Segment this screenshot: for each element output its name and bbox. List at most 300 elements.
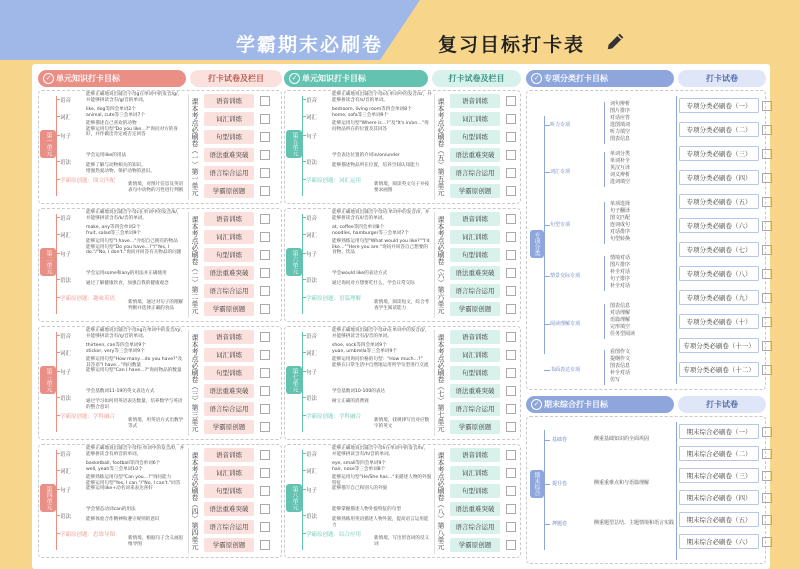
category-label: 词汇 (60, 351, 72, 357)
knowledge-desc: make, any等四会单词2个 fruit, salad等三会单词9个 (86, 225, 142, 236)
checkin-box[interactable] (260, 540, 270, 550)
checkin-box[interactable] (506, 332, 516, 342)
special-paper-box[interactable] (762, 173, 772, 183)
checkin-box[interactable] (260, 132, 270, 142)
paper-title-vertical: 课本考点必刷卷（四）第四单元 (191, 452, 199, 550)
checkin-button[interactable]: 语音训练 (204, 448, 254, 462)
category-tick (56, 335, 60, 336)
category-label: 词汇 (306, 233, 318, 239)
checkin-button[interactable]: 学霸原创题 (450, 420, 500, 434)
knowledge-desc: like, dog等四会单词2个 animal, cute等三会单词7个 (86, 107, 146, 118)
category-tick (302, 99, 306, 100)
checkin-button[interactable]: 语法重难突破 (204, 502, 254, 516)
category-tick (56, 397, 60, 398)
checkin-button[interactable]: 学霸原创题 (204, 538, 254, 552)
category-tick (56, 515, 60, 516)
category-label: 学霸原创题：趣味英语 (60, 296, 116, 302)
group-item: 图文匹配 (610, 215, 631, 221)
special-paper-button[interactable]: 专项分类必刷卷（五） (679, 194, 759, 209)
checkin-button[interactable]: 语言综合运用 (450, 402, 500, 416)
divider (188, 94, 189, 200)
checkin-box[interactable] (506, 350, 516, 360)
special-paper-box[interactable] (762, 221, 772, 231)
category-label: 学霸原创题：语篇理解 (306, 296, 362, 302)
category-label: 语法 (306, 278, 318, 284)
group-bracket (604, 256, 605, 291)
checkin-box[interactable] (506, 540, 516, 550)
special-paper-button[interactable]: 专项分类必刷卷（二） (679, 122, 759, 137)
checkin-box[interactable] (506, 96, 516, 106)
checkin-box[interactable] (506, 468, 516, 478)
special-paper-box[interactable] (762, 317, 772, 327)
special-header: ✓ 专项分类打卡目标 (526, 70, 674, 87)
checkin-box[interactable] (506, 250, 516, 260)
special-paper-button[interactable]: 专项分类必刷卷（十一） (679, 338, 759, 353)
checkin-button[interactable]: 语法重难突破 (450, 148, 500, 162)
final-paper-box[interactable] (762, 449, 772, 459)
knowledge-desc: 新情境，阅读短文，综合考查学生阅读能力 (374, 300, 430, 311)
checkin-button[interactable]: 语法重难突破 (204, 266, 254, 280)
group-item: 图表信息 (610, 363, 631, 369)
final-paper-button[interactable]: 期末综合必刷卷（二） (679, 446, 759, 461)
knowledge-desc: bedroom, living room等四会单词8个 home, sofa等三会单词9个 (332, 107, 412, 118)
checkin-button[interactable]: 语法重难突破 (450, 266, 500, 280)
knowledge-desc: 能够熟练运用句型"What would you like?""I'd like…""Here you are."询问并回答自己想要的食物、饮品 (332, 239, 431, 256)
checkin-box[interactable] (260, 232, 270, 242)
group-item: 连词成句 (610, 222, 631, 228)
unit-label: 第五单元 (286, 130, 302, 158)
special-paper-box[interactable] (762, 149, 772, 159)
checkin-button[interactable]: 语音训练 (204, 330, 254, 344)
checkin-box[interactable] (506, 386, 516, 396)
checkin-box[interactable] (506, 304, 516, 314)
knowledge-desc: 能够运用句型"Where is…?"及"It's in/on…"询问物品所在的位置及其回答 (332, 121, 429, 132)
category-label: 语音 (60, 334, 72, 340)
checkin-box[interactable] (260, 168, 270, 178)
group-name: 阅读理解专项 (550, 320, 581, 327)
category-label: 句子 (306, 488, 318, 494)
checkin-box[interactable] (260, 522, 270, 532)
checkin-button[interactable]: 语法重难突破 (450, 502, 500, 516)
category-tick (302, 335, 306, 336)
category-tick (302, 217, 306, 218)
category-tick (302, 397, 306, 398)
final-tick (544, 440, 550, 441)
checkin-box[interactable] (260, 96, 270, 106)
group-bracket (604, 102, 605, 144)
final-checkin-header: 打卡试卷 (678, 396, 766, 413)
knowledge-desc: 新情境，对图片信息及英语表句中动物的习性进行判断 (128, 182, 184, 193)
checkin-button[interactable]: 学霸原创题 (204, 420, 254, 434)
group-item: 单词补全 (610, 158, 631, 164)
group-item: 图片排序 (610, 262, 631, 268)
category-label: 词汇 (306, 351, 318, 357)
checkin-button[interactable]: 词汇训练 (204, 466, 254, 480)
paper-sheet (32, 64, 770, 569)
paper-title-vertical: 课本考点必刷卷（二）第二单元 (191, 216, 199, 314)
category-label: 语音 (60, 452, 72, 458)
checkin-button[interactable]: 语音训练 (450, 330, 500, 344)
left-header-checkin: 打卡试卷及栏目 (190, 70, 282, 87)
checkin-button[interactable]: 语言综合运用 (204, 520, 254, 534)
final-paper-button[interactable]: 期末综合必刷卷（五） (679, 512, 759, 527)
category-label: 句子 (60, 370, 72, 376)
group-item: 看图作文 (610, 349, 631, 355)
checkin-box[interactable] (260, 504, 270, 514)
category-label: 词汇 (60, 469, 72, 475)
category-tick (302, 453, 306, 454)
checkin-box[interactable] (506, 232, 516, 242)
category-label: 句子 (60, 134, 72, 140)
checkin-button[interactable]: 词汇训练 (450, 466, 500, 480)
divider (434, 330, 435, 436)
checkin-box[interactable] (506, 114, 516, 124)
group-item: 情境对话 (610, 255, 631, 261)
category-label: 学霸原创题：图文匹配 (60, 178, 116, 184)
checkin-box[interactable] (260, 250, 270, 260)
checkin-button[interactable]: 语音训练 (450, 212, 500, 226)
checkin-button[interactable]: 词汇训练 (204, 348, 254, 362)
group-item: 对话理解 (610, 310, 631, 316)
checkin-button[interactable]: 语音训练 (450, 448, 500, 462)
header-title-right: 复习目标打卡表 (438, 34, 586, 56)
special-paper-button[interactable]: 专项分类必刷卷（八） (679, 266, 759, 281)
special-checkin-header: 打卡试卷 (678, 70, 766, 87)
final-paper-box[interactable] (762, 537, 772, 547)
knowledge-desc: shoe, sock等四会单词9个 yuan, umbrella等三会单词9个 (332, 343, 398, 354)
checkin-button[interactable]: 语法重难突破 (204, 384, 254, 398)
divider (434, 212, 435, 318)
checkin-button[interactable]: 句型训练 (450, 484, 500, 498)
knowledge-desc: 通过了解健康饮食，加强自我的健康观念 (86, 281, 169, 286)
final-tick (544, 524, 550, 525)
checkin-box[interactable] (260, 422, 270, 432)
checkin-box[interactable] (506, 522, 516, 532)
final-group-desc: 侧重重难点和与语篇理解 (594, 480, 650, 486)
checkin-box[interactable] (506, 150, 516, 160)
knowledge-desc: 能够正确地说出辅音字母s在单词中的发音/s/，并能够拼读含有/s/音的单词。 (332, 92, 432, 103)
group-bracket (604, 202, 605, 244)
category-label: 语法 (60, 278, 72, 284)
group-item: 图表信息 (610, 303, 631, 309)
checkin-box[interactable] (260, 368, 270, 378)
checkin-button[interactable]: 学霸原创题 (204, 184, 254, 198)
special-paper-button[interactable]: 专项分类必刷卷（一） (679, 98, 759, 113)
special-paper-box[interactable] (762, 341, 772, 351)
knowledge-desc: 新情境，用英语方式出数学等式 (128, 418, 184, 429)
group-item: 单项选择 (610, 201, 631, 207)
final-paper-box[interactable] (762, 493, 772, 503)
final-paper-box[interactable] (762, 471, 772, 481)
knowledge-desc: 能够正确地说出辅音字母ng在单词中的发音/ŋ/，并能够拼读含有/ŋ/音的单词。 (86, 328, 186, 339)
checkin-box[interactable] (260, 214, 270, 224)
checkin-box[interactable] (506, 286, 516, 296)
checkin-button[interactable]: 句型训练 (450, 248, 500, 262)
final-bracket (544, 430, 545, 550)
checkin-button[interactable]: 句型训练 (204, 248, 254, 262)
knowledge-desc: 能够正确地说出辅音字母g在单词中的发音/g/，并能够拼读含有/g/音的单词。 (86, 92, 183, 103)
group-item: 对话排序 (610, 229, 631, 235)
special-paper-box[interactable] (762, 269, 772, 279)
group-item: 听力填空 (610, 129, 631, 135)
special-paper-button[interactable]: 专项分类必刷卷（十二） (679, 362, 759, 377)
checkin-button[interactable]: 学霸原创题 (450, 302, 500, 316)
checkin-box[interactable] (260, 186, 270, 196)
category-tick (56, 179, 60, 180)
knowledge-desc: 能够了解与动物相关的知识。 增强热爱动物、保护动物的意识。 (86, 163, 155, 174)
check-icon: ✓ (43, 73, 54, 84)
knowledge-desc: 学会基数词11-19的英文表达方式 (86, 389, 155, 394)
category-tick (302, 161, 306, 162)
category-label: 语音 (306, 334, 318, 340)
checkin-box[interactable] (506, 186, 516, 196)
checkin-button[interactable]: 学霸原创题 (450, 184, 500, 198)
checkin-button[interactable]: 语言综合运用 (204, 284, 254, 298)
category-tick (56, 217, 60, 218)
category-label: 学霸原创题：学科融合 (306, 414, 362, 420)
unit-bracket (56, 332, 57, 432)
category-tick (302, 515, 306, 516)
checkin-box[interactable] (260, 304, 270, 314)
checkin-button[interactable]: 词汇训练 (204, 230, 254, 244)
special-bracket (544, 116, 545, 354)
special-paper-button[interactable]: 专项分类必刷卷（十） (679, 314, 759, 329)
paper-title-vertical: 课本考点必刷卷（七）第七单元 (437, 334, 445, 432)
knowledge-desc: 学会表达位置的介词in/on/under (332, 153, 400, 158)
category-label: 语音 (306, 98, 318, 104)
checkin-button[interactable]: 词汇训练 (450, 348, 500, 362)
checkin-button[interactable]: 语言综合运用 (450, 166, 500, 180)
divider (188, 330, 189, 436)
group-item: 对话应答 (610, 115, 631, 121)
group-item: 句子翻译 (610, 208, 631, 214)
special-paper-box[interactable] (762, 101, 772, 111)
category-tick (56, 371, 60, 372)
special-paper-button[interactable]: 专项分类必刷卷（九） (679, 290, 759, 305)
knowledge-desc: 能够运用句型"He/She has…"来描述人物的外貌特征 能够描写自己和别人的外貌 (332, 475, 432, 492)
category-tick (302, 135, 306, 136)
papers-bracket (676, 96, 677, 384)
special-paper-box[interactable] (762, 197, 772, 207)
final-paper-box[interactable] (762, 515, 772, 525)
checkin-button[interactable]: 词汇训练 (450, 112, 500, 126)
knowledge-desc: 学会基数词10-100的表达 (332, 389, 386, 394)
knowledge-desc: 新情境，通过对句子的理解判断并选择正确的食品 (128, 300, 184, 311)
checkin-button[interactable]: 语音训练 (204, 212, 254, 226)
special-paper-box[interactable] (762, 293, 772, 303)
checkin-box[interactable] (506, 168, 516, 178)
final-label: 期末综合 (530, 470, 544, 498)
final-group-desc: 侧重基础知识的全面巩固 (594, 436, 650, 442)
checkin-box[interactable] (260, 114, 270, 124)
check-icon: ✓ (289, 73, 300, 84)
knowledge-desc: thirteen, can等四会单词9个 sticker, very等三会单词9个 (86, 343, 146, 354)
left-header-knowledge: ✓ 单元知识打卡目标 (38, 70, 186, 87)
knowledge-desc: 能够熟练用英语描述人物外貌，提高语言运用能力 (332, 517, 429, 528)
section-left (38, 70, 282, 565)
final-papers-bracket (676, 422, 677, 560)
category-tick (302, 352, 306, 353)
check-icon: ✓ (531, 399, 542, 410)
final-paper-box[interactable] (762, 427, 772, 437)
checkin-box[interactable] (260, 286, 270, 296)
checkin-button[interactable]: 学霸原创题 (204, 302, 254, 316)
category-label: 词汇 (306, 469, 318, 475)
final-group-desc: 侧重题型总结、主题情境和语言实践 (594, 520, 675, 526)
knowledge-desc: at, coffee等四会单词8个 noodles, hamburger等三会单词7个 (332, 225, 409, 236)
checkin-button[interactable]: 句型训练 (204, 130, 254, 144)
checkin-box[interactable] (506, 504, 516, 514)
checkin-box[interactable] (260, 332, 270, 342)
checkin-box[interactable] (260, 386, 270, 396)
unit-bracket (56, 450, 57, 550)
checkin-button[interactable]: 语言综合运用 (204, 166, 254, 180)
category-label: 语法 (306, 396, 318, 402)
category-tick (56, 453, 60, 454)
checkin-button[interactable]: 语音训练 (450, 94, 500, 108)
unit-label: 第三单元 (40, 366, 56, 394)
checkin-button[interactable]: 句型训练 (204, 484, 254, 498)
group-item: 仿写 (610, 377, 621, 383)
special-paper-button[interactable]: 专项分类必刷卷（七） (679, 242, 759, 257)
category-label: 词汇 (306, 115, 318, 121)
knowledge-desc: 能够运用句型"I have…"介绍自己拥有的物品 能够运用句型"Do you have…?"/"Yes, I do."/"No, I don't."询问并回答有关物品的问题 (86, 239, 182, 256)
category-tick (56, 279, 60, 280)
category-label: 学霸原创题：词汇运用 (306, 178, 362, 184)
knowledge-desc: 树立正确的消费观 (332, 399, 369, 404)
paper-title-vertical: 课本考点必刷卷（八）第八单元 (437, 452, 445, 550)
group-item: 单词分类 (610, 151, 631, 157)
category-tick (302, 234, 306, 235)
unit-bracket (56, 96, 57, 196)
final-paper-button[interactable]: 期末综合必刷卷（三） (679, 468, 759, 483)
unit-label: 第一单元 (40, 130, 56, 158)
group-item: 词句辨析 (610, 101, 631, 107)
category-tick (302, 116, 306, 117)
header-title-left: 学霸期末必刷卷 (236, 34, 384, 56)
special-paper-button[interactable]: 专项分类必刷卷（三） (679, 146, 759, 161)
special-paper-button[interactable]: 专项分类必刷卷（四） (679, 170, 759, 185)
category-label: 句子 (306, 252, 318, 258)
checkin-box[interactable] (506, 486, 516, 496)
checkin-box[interactable] (260, 468, 270, 478)
checkin-button[interactable]: 句型训练 (204, 366, 254, 380)
checkin-button[interactable]: 语言综合运用 (450, 520, 500, 534)
checkin-button[interactable]: 学霸原创题 (450, 538, 500, 552)
checkin-box[interactable] (506, 368, 516, 378)
checkin-box[interactable] (260, 450, 270, 460)
category-tick (302, 489, 306, 490)
category-label: 语法 (60, 160, 72, 166)
checkin-box[interactable] (260, 350, 270, 360)
final-paper-button[interactable]: 期末综合必刷卷（四） (679, 490, 759, 505)
checkin-button[interactable]: 句型训练 (450, 130, 500, 144)
group-item: 词义辨析 (610, 172, 631, 178)
final-group-name: 押题卷 (552, 521, 568, 527)
group-name: 词汇专项 (550, 168, 571, 175)
checkin-box[interactable] (506, 132, 516, 142)
knowledge-desc: 能够正确地说出辅音字母c在单词中的发音/k/，并能够拼读含有/k/音的单词。 (86, 210, 182, 221)
group-item: 英汉互译 (610, 165, 631, 171)
category-label: 语音 (60, 216, 72, 222)
special-paper-box[interactable] (762, 365, 772, 375)
knowledge-desc: 能够运用句型"How many…do you have?"及其答语"I have…"询问数量 能够运用句型"Can I have…?"询问物品的数量 (86, 357, 183, 374)
checkin-box[interactable] (260, 486, 270, 496)
knowledge-desc: 新情境，找规律写出对应数字的英文 (374, 418, 430, 429)
checkin-box[interactable] (506, 268, 516, 278)
knowledge-desc: 能够掌握描述人物外貌特征的句型 (332, 507, 401, 512)
unit-label: 第七单元 (286, 366, 302, 394)
knowledge-desc: 学会情态动词can的用法 (86, 507, 136, 512)
checkin-box[interactable] (506, 422, 516, 432)
checkin-button[interactable]: 语音训练 (204, 94, 254, 108)
category-tick (56, 116, 60, 117)
paper-title-vertical: 课本考点必刷卷（三）第三单元 (191, 334, 199, 432)
knowledge-desc: 能够熟练运用句型"Can you…?"询问能力 能够运用句型"Yes, I can."/"No, I can't."回答 能够运用like+动名词来表达喜好 (86, 475, 181, 492)
category-tick (56, 297, 60, 298)
checkin-box[interactable] (506, 214, 516, 224)
checkin-box[interactable] (260, 150, 270, 160)
group-item: 选图填词 (610, 122, 631, 128)
category-label: 语音 (306, 452, 318, 458)
final-paper-button[interactable]: 期末综合必刷卷（一） (679, 424, 759, 439)
knowledge-desc: 学会运用like的用法 (86, 153, 127, 158)
checkin-button[interactable]: 语言综合运用 (450, 284, 500, 298)
checkin-button[interactable]: 语言综合运用 (204, 402, 254, 416)
category-tick (302, 533, 306, 534)
knowledge-desc: 能够描述物品所在位置，培养空间认知能力 (332, 163, 420, 168)
category-tick (302, 297, 306, 298)
category-tick (56, 253, 60, 254)
category-label: 句子 (60, 252, 72, 258)
unit-label: 第二单元 (40, 248, 56, 276)
divider (188, 212, 189, 318)
checkin-button[interactable]: 词汇训练 (450, 230, 500, 244)
checkin-button[interactable]: 词汇训练 (204, 112, 254, 126)
unit-bracket (56, 214, 57, 314)
group-bracket (604, 152, 605, 187)
section-middle (284, 70, 521, 565)
checkin-button[interactable]: 语法重难突破 (450, 384, 500, 398)
category-tick (56, 533, 60, 534)
category-tick (302, 279, 306, 280)
divider (434, 448, 435, 554)
knowledge-desc: 能够正确地说出辅音字母h在单词中的发音/h/，并能够拼读含有/h/音的单词。 (332, 446, 429, 457)
special-paper-box[interactable] (762, 125, 772, 135)
unit-label: 第四单元 (40, 484, 56, 512)
category-tick (302, 371, 306, 372)
knowledge-desc: 能够运用询问价格的句型："How much…?" 能够在日常生活中自然地运用所学句型进行交流 (332, 357, 429, 368)
knowledge-desc: 能够正确地说出辅音字母l在单词中的发音/l/，并能够拼读含有/l/音的单词。 (332, 210, 430, 221)
special-paper-box[interactable] (762, 245, 772, 255)
checkin-box[interactable] (506, 450, 516, 460)
checkin-button[interactable]: 语法重难突破 (204, 148, 254, 162)
final-paper-button[interactable]: 期末综合必刷卷（六） (679, 534, 759, 549)
category-tick (56, 352, 60, 353)
category-tick (302, 179, 306, 180)
special-paper-button[interactable]: 专项分类必刷卷（六） (679, 218, 759, 233)
category-label: 语音 (306, 216, 318, 222)
checkin-box[interactable] (260, 404, 270, 414)
final-header: ✓ 期末综合打卡目标 (526, 396, 674, 413)
category-label: 句子 (306, 370, 318, 376)
checkin-box[interactable] (260, 268, 270, 278)
group-item: 补全对话 (610, 269, 631, 275)
group-bracket (604, 350, 605, 385)
checkin-box[interactable] (506, 404, 516, 414)
checkin-button[interactable]: 句型训练 (450, 366, 500, 380)
category-label: 学霸原创题：综合应用 (306, 532, 362, 538)
